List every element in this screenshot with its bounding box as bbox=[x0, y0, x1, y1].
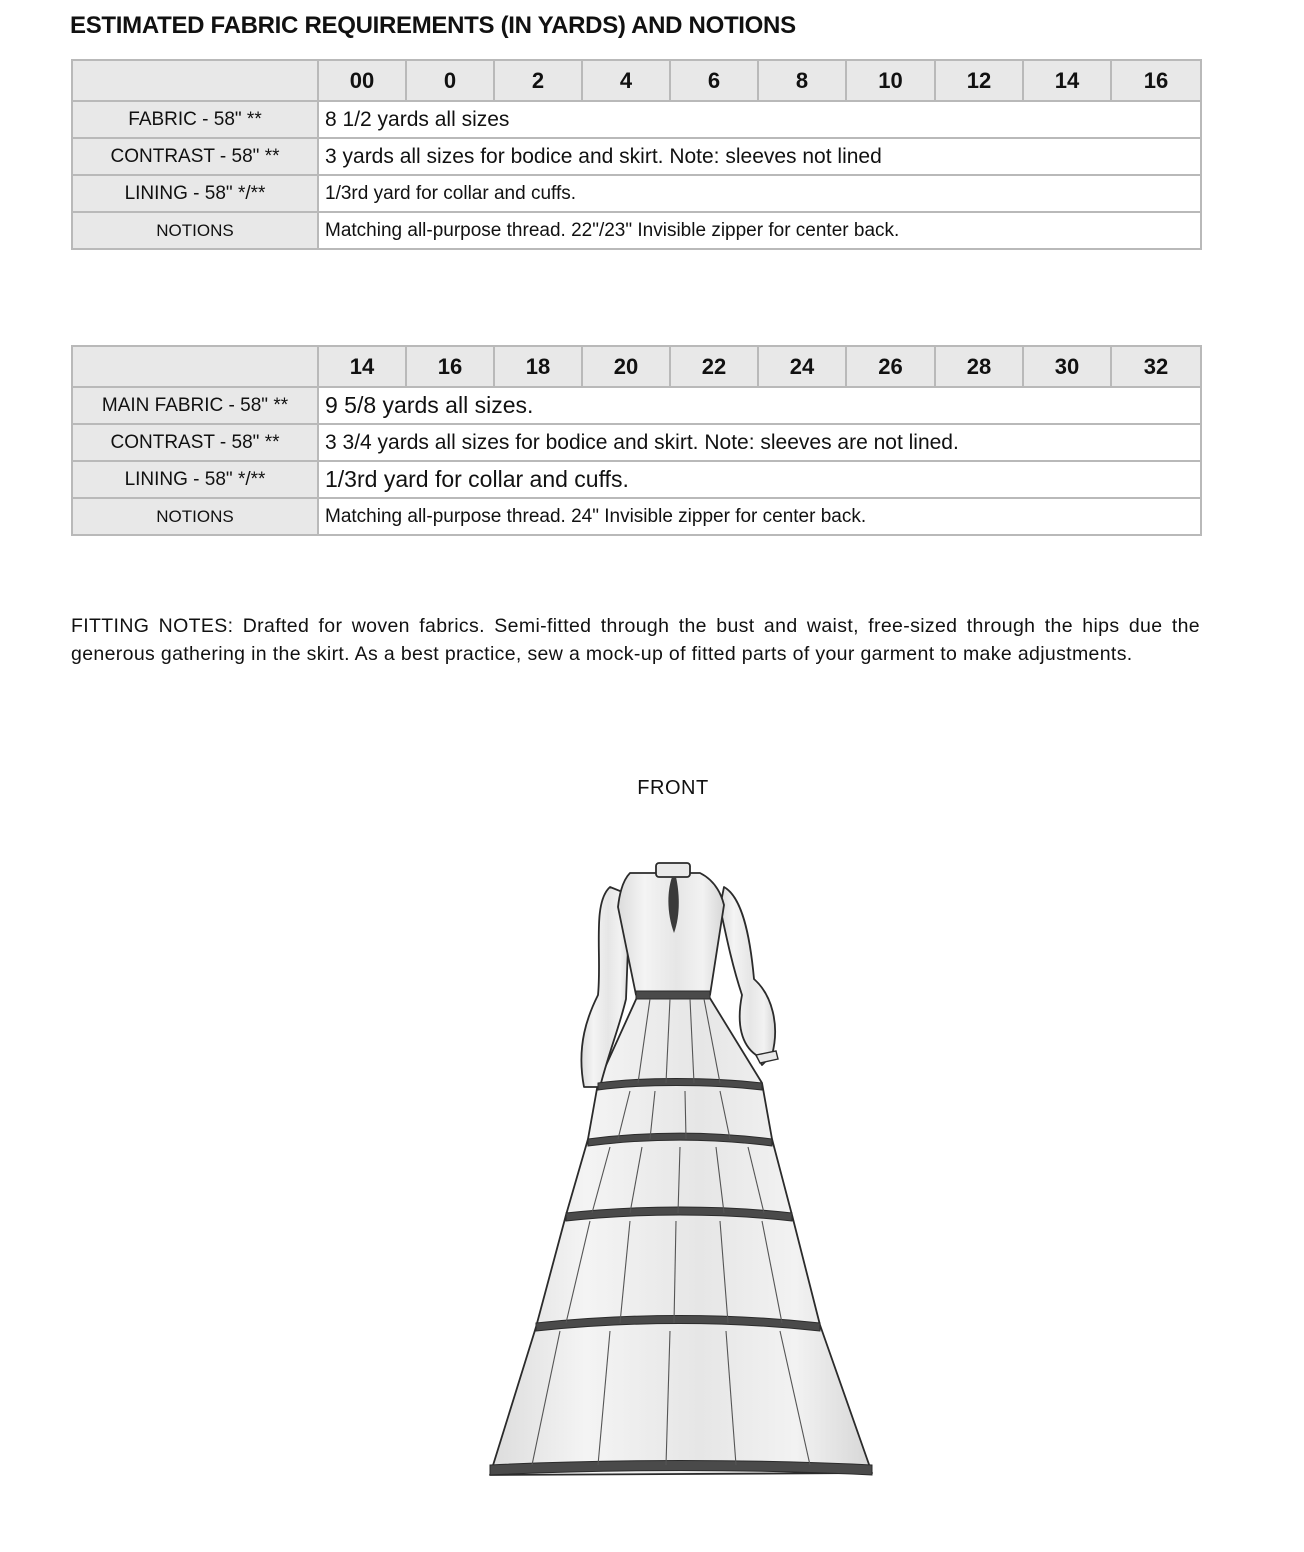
size-header: 26 bbox=[846, 346, 935, 387]
row-label-contrast: CONTRAST - 58" ** bbox=[72, 424, 318, 461]
row-value-lining: 1/3rd yard for collar and cuffs. bbox=[318, 461, 1201, 498]
header-corner-cell bbox=[72, 60, 318, 101]
row-value-notions: Matching all-purpose thread. 22"/23" Invisible zipper for center back. bbox=[318, 212, 1201, 249]
row-value-notions: Matching all-purpose thread. 24" Invisible zipper for center back. bbox=[318, 498, 1201, 535]
size-header: 0 bbox=[406, 60, 494, 101]
fabric-table-plus bbox=[71, 345, 1202, 536]
table-row bbox=[72, 175, 1201, 212]
dress-illustration-icon bbox=[480, 855, 880, 1500]
size-header: 28 bbox=[935, 346, 1023, 387]
size-header: 32 bbox=[1111, 346, 1201, 387]
size-header: 6 bbox=[670, 60, 758, 101]
size-header: 16 bbox=[406, 346, 494, 387]
row-value-contrast: 3 3/4 yards all sizes for bodice and skirt. Note: sleeves are not lined. bbox=[318, 424, 1201, 461]
size-header: 2 bbox=[494, 60, 582, 101]
size-header-row bbox=[72, 60, 1201, 101]
table-row bbox=[72, 461, 1201, 498]
size-header: 20 bbox=[582, 346, 670, 387]
table-row bbox=[72, 387, 1201, 424]
size-header-row bbox=[72, 346, 1201, 387]
fitting-notes: FITTING NOTES: Drafted for woven fabrics. Semi-fitted through the bust and waist, free-sized through the hips due the generous gathering in the skirt. As a best practice, sew a mock-up of fitted parts of your garment to make adjustments. bbox=[71, 615, 1200, 665]
size-header: 14 bbox=[318, 346, 406, 387]
row-label-fabric: FABRIC - 58" ** bbox=[72, 101, 318, 138]
table-row bbox=[72, 101, 1201, 138]
row-label-notions: NOTIONS bbox=[72, 212, 318, 249]
size-header: 16 bbox=[1111, 60, 1201, 101]
front-view-label: FRONT bbox=[637, 777, 709, 799]
row-label-main-fabric: MAIN FABRIC - 58" ** bbox=[72, 387, 318, 424]
row-value-main-fabric: 9 5/8 yards all sizes. bbox=[318, 387, 1201, 424]
size-header: 4 bbox=[582, 60, 670, 101]
row-value-lining: 1/3rd yard for collar and cuffs. bbox=[318, 175, 1201, 212]
size-header: 30 bbox=[1023, 346, 1111, 387]
table-row bbox=[72, 138, 1201, 175]
row-label-lining: LINING - 58" */** bbox=[72, 175, 318, 212]
size-header: 14 bbox=[1023, 60, 1111, 101]
header-corner-cell bbox=[72, 346, 318, 387]
size-header: 00 bbox=[318, 60, 406, 101]
row-label-notions: NOTIONS bbox=[72, 498, 318, 535]
row-label-contrast: CONTRAST - 58" ** bbox=[72, 138, 318, 175]
table-row bbox=[72, 212, 1201, 249]
row-value-fabric: 8 1/2 yards all sizes bbox=[318, 101, 1201, 138]
size-header: 24 bbox=[758, 346, 846, 387]
fabric-table-standard bbox=[71, 59, 1202, 250]
row-label-lining: LINING - 58" */** bbox=[72, 461, 318, 498]
size-header: 12 bbox=[935, 60, 1023, 101]
table-row bbox=[72, 424, 1201, 461]
page-title: ESTIMATED FABRIC REQUIREMENTS (IN YARDS) AND NOTIONS bbox=[70, 12, 796, 39]
table-row bbox=[72, 498, 1201, 535]
size-header: 22 bbox=[670, 346, 758, 387]
size-header: 10 bbox=[846, 60, 935, 101]
size-header: 8 bbox=[758, 60, 846, 101]
size-header: 18 bbox=[494, 346, 582, 387]
row-value-contrast: 3 yards all sizes for bodice and skirt. Note: sleeves not lined bbox=[318, 138, 1201, 175]
